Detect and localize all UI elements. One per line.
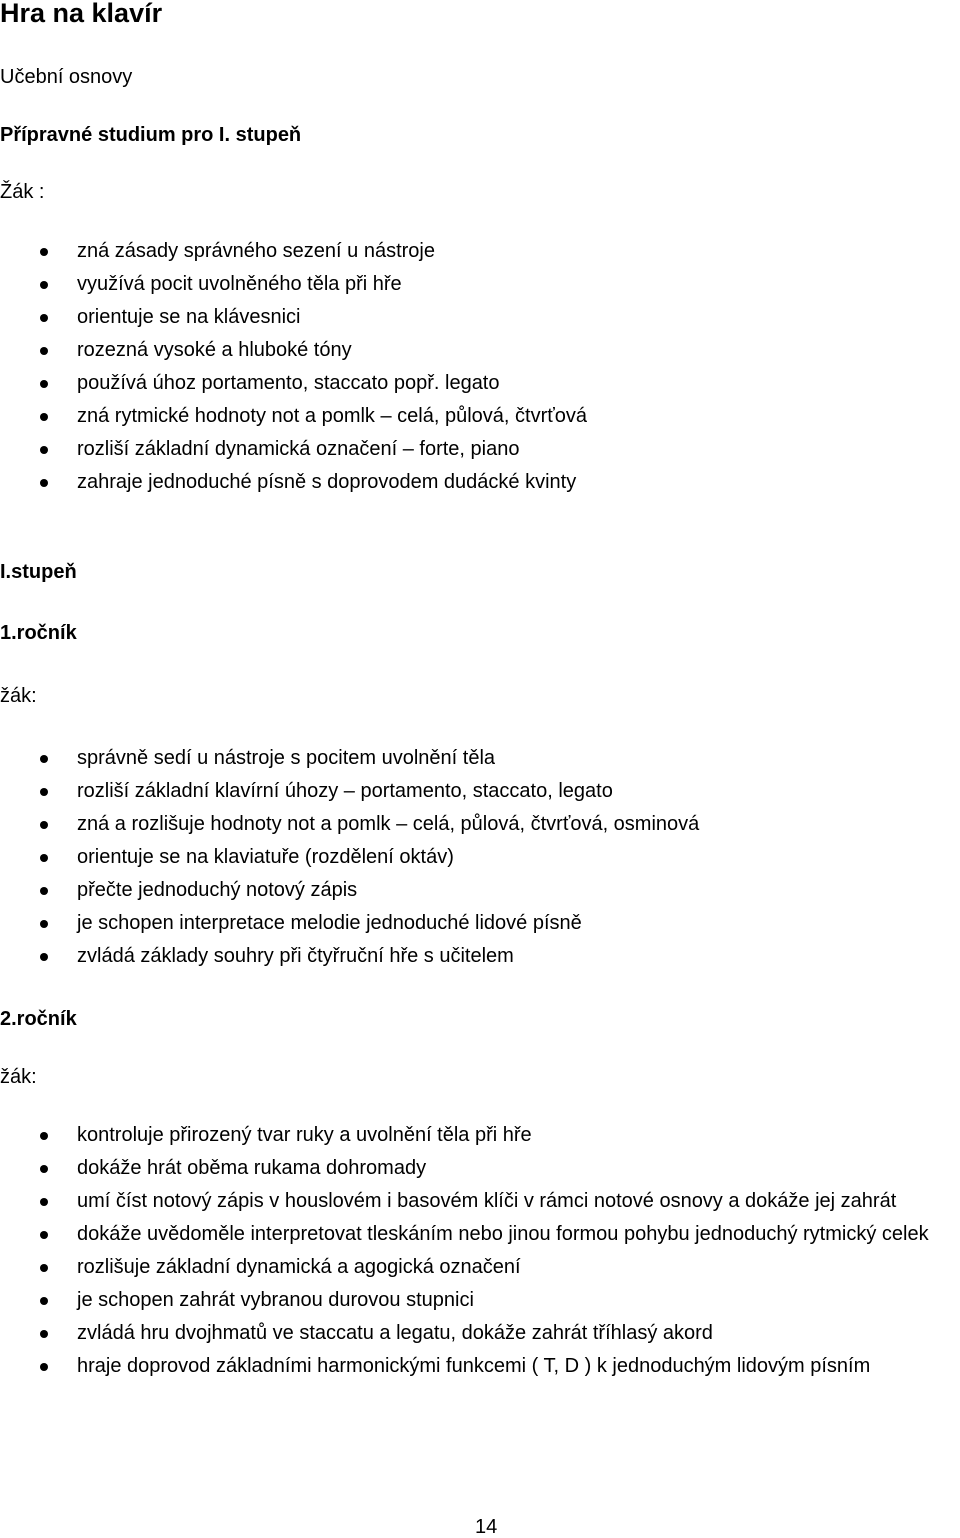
- list-item: je schopen zahrát vybranou durovou stupnici: [0, 1284, 960, 1317]
- list-item: správně sedí u nástroje s pocitem uvolnění těla: [0, 742, 960, 775]
- bullet-icon: [40, 248, 48, 256]
- bullet-icon: [40, 854, 48, 862]
- list-item: umí číst notový zápis v houslovém i basovém klíči v rámci notové osnovy a dokáže jej zahrát: [0, 1185, 960, 1218]
- list-item: zahraje jednoduché písně s doprovodem dudácké kvinty: [0, 466, 960, 499]
- list-item: rozliší základní klavírní úhozy – portamento, staccato, legato: [0, 775, 960, 808]
- document-title: Hra na klavír: [0, 0, 163, 28]
- bullet-icon: [40, 1198, 48, 1206]
- list-item: rozlišuje základní dynamická a agogická označení: [0, 1251, 960, 1284]
- bullet-icon: [40, 281, 48, 289]
- list-item: rozezná vysoké a hluboké tóny: [0, 334, 960, 367]
- list-item: dokáže uvědoměle interpretovat tleskáním nebo jinou formou pohybu jednoduchý rytmický celek: [0, 1218, 960, 1251]
- bullet-icon: [40, 821, 48, 829]
- list-item: je schopen interpretace melodie jednoduché lidové písně: [0, 907, 960, 940]
- bullet-icon: [40, 1264, 48, 1272]
- preparatory-pupil-label: Žák :: [0, 181, 45, 203]
- bullet-icon: [40, 1330, 48, 1338]
- year2-heading: 2.ročník: [0, 1008, 77, 1030]
- bullet-icon: [40, 1297, 48, 1305]
- preparatory-heading: Přípravné studium pro I. stupeň: [0, 124, 302, 146]
- year1-list: [0, 742, 960, 973]
- list-item: dokáže hrát oběma rukama dohromady: [0, 1152, 960, 1185]
- list-item: využívá pocit uvolněného těla při hře: [0, 268, 960, 301]
- preparatory-list: [0, 235, 960, 499]
- list-item: rozliší základní dynamická označení – forte, piano: [0, 433, 960, 466]
- bullet-icon: [40, 413, 48, 421]
- bullet-icon: [40, 788, 48, 796]
- year1-heading: 1.ročník: [0, 622, 77, 644]
- year2-list: [0, 1119, 960, 1383]
- bullet-icon: [40, 1132, 48, 1140]
- list-item: přečte jednoduchý notový zápis: [0, 874, 960, 907]
- bullet-icon: [40, 887, 48, 895]
- bullet-icon: [40, 755, 48, 763]
- page-number: 14: [475, 1516, 498, 1538]
- list-item: kontroluje přirozený tvar ruky a uvolnění těla při hře: [0, 1119, 960, 1152]
- bullet-icon: [40, 1363, 48, 1371]
- list-item: používá úhoz portamento, staccato popř. legato: [0, 367, 960, 400]
- bullet-icon: [40, 1231, 48, 1239]
- bullet-icon: [40, 446, 48, 454]
- list-item: orientuje se na klaviatuře (rozdělení oktáv): [0, 841, 960, 874]
- bullet-icon: [40, 347, 48, 355]
- bullet-icon: [40, 314, 48, 322]
- level-heading: I.stupeň: [0, 561, 77, 583]
- bullet-icon: [40, 380, 48, 388]
- bullet-icon: [40, 479, 48, 487]
- list-item: zná rytmické hodnoty not a pomlk – celá, půlová, čtvrťová: [0, 400, 960, 433]
- year1-pupil-label: žák:: [0, 685, 37, 707]
- list-item: orientuje se na klávesnici: [0, 301, 960, 334]
- list-item: zná zásady správného sezení u nástroje: [0, 235, 960, 268]
- document-subtitle: Učební osnovy: [0, 66, 133, 88]
- bullet-icon: [40, 920, 48, 928]
- list-item: zvládá základy souhry při čtyřruční hře s učitelem: [0, 940, 960, 973]
- year2-pupil-label: žák:: [0, 1066, 37, 1088]
- list-item: zvládá hru dvojhmatů ve staccatu a legatu, dokáže zahrát tříhlasý akord: [0, 1317, 960, 1350]
- bullet-icon: [40, 953, 48, 961]
- bullet-icon: [40, 1165, 48, 1173]
- list-item: hraje doprovod základními harmonickými funkcemi ( T, D ) k jednoduchým lidovým písním: [0, 1350, 960, 1383]
- list-item: zná a rozlišuje hodnoty not a pomlk – celá, půlová, čtvrťová, osminová: [0, 808, 960, 841]
